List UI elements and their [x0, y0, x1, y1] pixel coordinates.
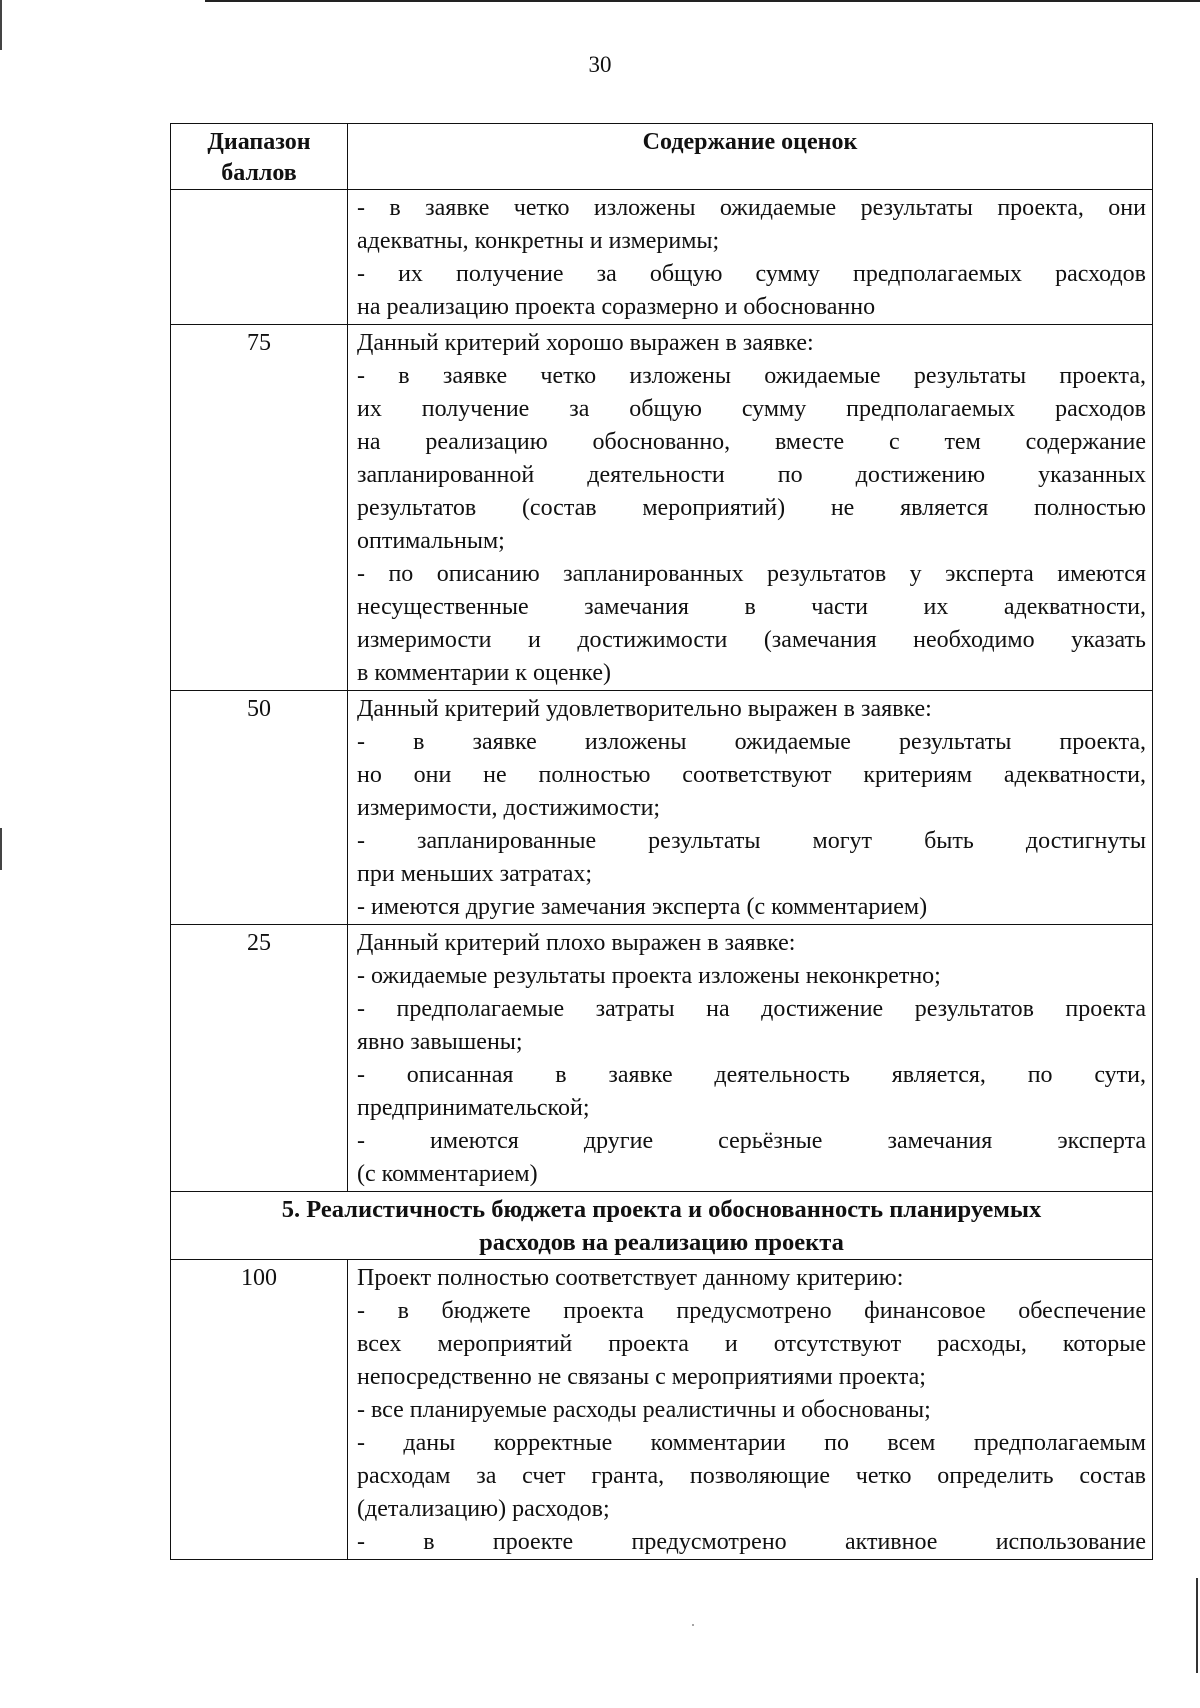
criteria-content-cell	[348, 190, 1153, 325]
criteria-text-line: - предполагаемые затраты на достижение результатов проекта	[357, 996, 1146, 1022]
range-header-line: Диапазон	[207, 129, 311, 155]
criteria-content-cell	[348, 925, 1153, 1192]
scan-edge-right	[1196, 1578, 1198, 1673]
criteria-text-line: расходам за счет гранта, позволяющие четко определить состав	[357, 1463, 1146, 1489]
criteria-text-line: результатов (состав мероприятий) не является полностью	[357, 495, 1146, 521]
section-heading-line: 5. Реалистичность бюджета проекта и обоснованность планируемых	[281, 1196, 1042, 1223]
content-header-label: Содержание оценок	[642, 129, 858, 155]
scan-edge-top	[205, 0, 1200, 2]
section-heading-line: расходов на реализацию проекта	[479, 1229, 844, 1256]
criteria-text-line: их получение за общую сумму предполагаемых расходов	[357, 396, 1146, 422]
scan-edge-left-mark	[0, 828, 2, 870]
page-number: 30	[588, 52, 612, 77]
criteria-content-cell	[348, 325, 1153, 691]
criteria-text-line: адекватны, конкретны и измеримы;	[357, 228, 720, 254]
criteria-text-line: запланированной деятельности по достижению указанных	[357, 462, 1146, 488]
criteria-text-line: - их получение за общую сумму предполагаемых расходов	[357, 261, 1146, 287]
table-row	[171, 190, 1153, 325]
range-header-line: баллов	[221, 160, 297, 186]
criteria-text-line: - по описанию запланированных результатов у эксперта имеются	[357, 561, 1146, 587]
criteria-text-line: на реализацию проекта соразмерно и обоснованно	[357, 294, 876, 320]
criteria-content-cell	[348, 691, 1153, 925]
criteria-text-line: - ожидаемые результаты проекта изложены неконкретно;	[357, 963, 941, 989]
table-row	[171, 1260, 1153, 1560]
criteria-text-line: (с комментарием)	[357, 1161, 538, 1187]
content-header-cell	[348, 124, 1153, 190]
score-cell	[171, 190, 348, 325]
criteria-text-line: - даны корректные комментарии по всем предполагаемым	[357, 1430, 1146, 1456]
criteria-text-line: несущественные замечания в части их адекватности,	[357, 594, 1146, 620]
table-row	[171, 925, 1153, 1192]
section-heading-row	[171, 1192, 1153, 1260]
score-cell: 100	[171, 1260, 348, 1560]
criteria-text-line: всех мероприятий проекта и отсутствуют расходы, которые	[357, 1331, 1146, 1357]
table-row	[171, 691, 1153, 925]
scan-edge-left	[0, 0, 2, 50]
criteria-text-line: оптимальным;	[357, 528, 505, 554]
criteria-text-line: предпринимательской;	[357, 1095, 590, 1121]
criteria-text-line: - описанная в заявке деятельность является, по сути,	[357, 1062, 1146, 1088]
criteria-text-line: - в заявке изложены ожидаемые результаты проекта,	[357, 729, 1146, 755]
criteria-text-line: - в заявке четко изложены ожидаемые результаты проекта,	[357, 363, 1146, 389]
criteria-text-line: в комментарии к оценке)	[357, 660, 612, 686]
criteria-text-line: - в бюджете проекта предусмотрено финансовое обеспечение	[357, 1298, 1146, 1324]
score-cell: 75	[171, 325, 348, 691]
criteria-text-line: непосредственно не связаны с мероприятиями проекта;	[357, 1364, 926, 1390]
criteria-text-line: явно завышены;	[357, 1029, 523, 1055]
criteria-text-line: Проект полностью соответствует данному критерию:	[357, 1265, 904, 1291]
criteria-text-line: - в заявке четко изложены ожидаемые результаты проекта, они	[357, 195, 1146, 221]
criteria-text-line: Данный критерий плохо выражен в заявке:	[357, 930, 796, 956]
criteria-text-line: Данный критерий удовлетворительно выражен в заявке:	[357, 696, 932, 722]
scan-speck	[692, 1624, 694, 1626]
criteria-text-line: (детализацию) расходов;	[357, 1496, 610, 1522]
criteria-text-line: - в проекте предусмотрено активное использование	[357, 1529, 1146, 1555]
criteria-text-line: - запланированные результаты могут быть достигнуты	[357, 828, 1146, 854]
section-heading-cell	[171, 1192, 1153, 1260]
table-row	[171, 325, 1153, 691]
criteria-text-line: при меньших затратах;	[357, 861, 593, 887]
criteria-text-line: измеримости, достижимости;	[357, 795, 661, 821]
criteria-text-line: но они не полностью соответствуют критериям адекватности,	[357, 762, 1146, 788]
table-header-row	[171, 124, 1153, 190]
score-cell: 25	[171, 925, 348, 1192]
score-cell: 50	[171, 691, 348, 925]
range-header-cell	[171, 124, 348, 190]
criteria-text-line: - имеются другие серьёзные замечания эксперта	[357, 1128, 1146, 1154]
criteria-text-line: на реализацию обоснованно, вместе с тем содержание	[357, 429, 1146, 455]
criteria-content-cell	[348, 1260, 1153, 1560]
criteria-text-line: измеримости и достижимости (замечания необходимо указать	[357, 627, 1146, 653]
criteria-text-line: - все планируемые расходы реалистичны и обоснованы;	[357, 1397, 931, 1423]
evaluation-table	[170, 123, 1153, 1560]
criteria-text-line: - имеются другие замечания эксперта (с комментарием)	[357, 894, 928, 920]
criteria-text-line: Данный критерий хорошо выражен в заявке:	[357, 330, 814, 356]
